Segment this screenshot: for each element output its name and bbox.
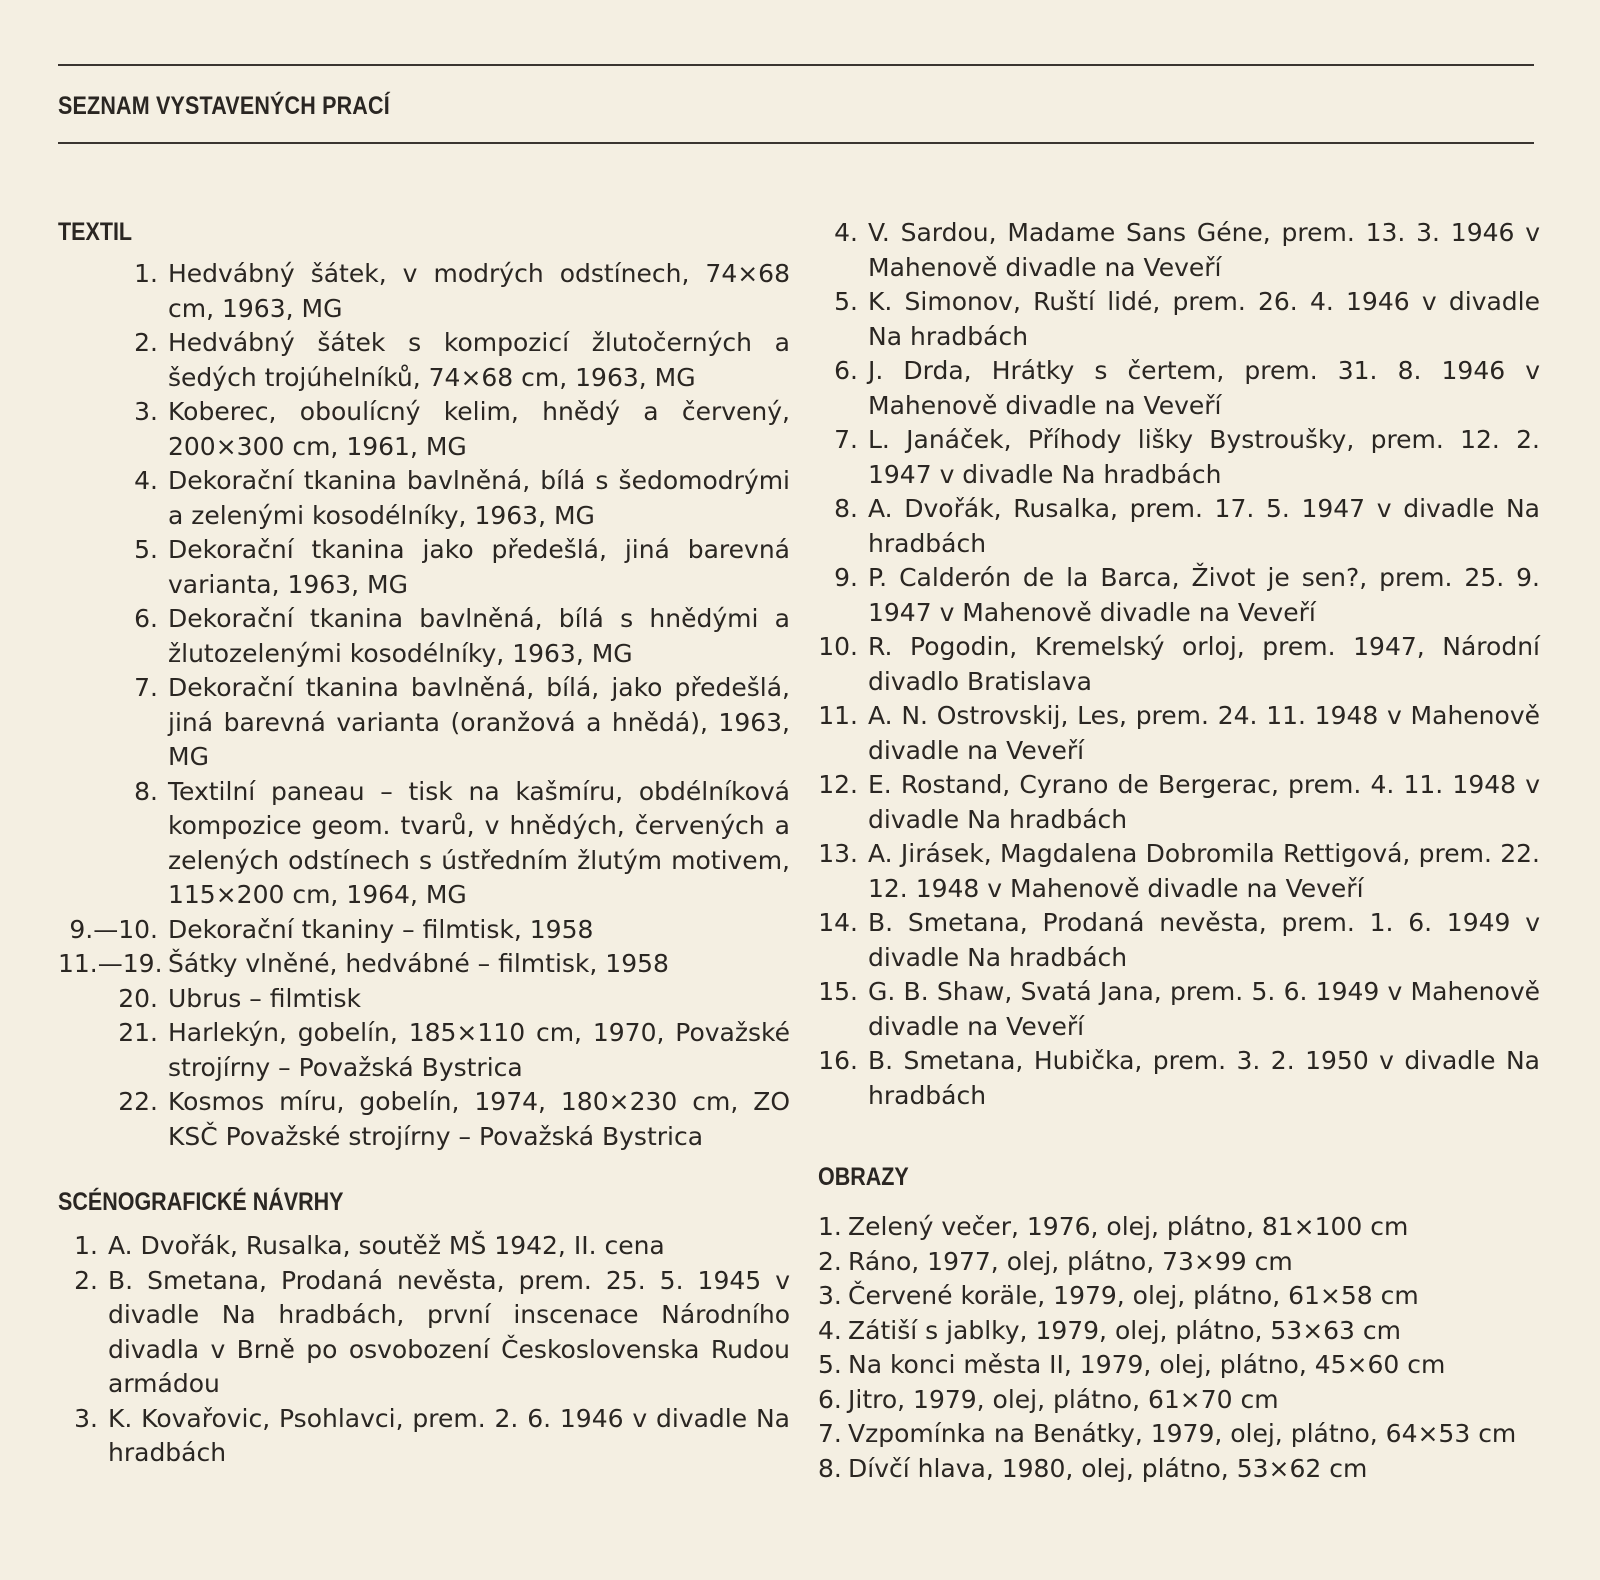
item-number: 7. [834, 425, 858, 454]
item-number: 6. [134, 604, 158, 633]
item-text: Šátky vlněné, hedvábné – filmtisk, 1958 [168, 949, 669, 978]
item-number: 5. [134, 535, 158, 564]
item-text: Na konci města II, 1979, olej, plátno, 45×60 cm [848, 1350, 1446, 1379]
list-item [818, 1348, 1540, 1383]
item-number: 9.—10. [69, 914, 158, 944]
item-number: 12. [818, 770, 858, 799]
item-text: A. Dvořák, Rusalka, soutěž MŠ 1942, II. cena [108, 1231, 665, 1260]
item-number: 22. [118, 1087, 158, 1116]
item-text: A. N. Ostrovskij, Les, prem. 24. 11. 1948 v Mahenově divadle na Veveří [868, 701, 1540, 765]
item-number: 20. [118, 983, 158, 1013]
list-item [818, 285, 1540, 354]
item-text: Ubrus – filmtisk [168, 983, 362, 1013]
item-number: 10. [818, 632, 858, 661]
list-item [58, 395, 790, 464]
item-number: 1. [818, 1212, 842, 1241]
item-number: 16. [818, 1046, 858, 1075]
list-item [818, 837, 1540, 906]
item-number: 6. [834, 356, 858, 385]
section-title-scenografie: SCÉNOGRAFICKÉ NÁVRHY [58, 1188, 344, 1216]
item-text: J. Drda, Hrátky s čertem, prem. 31. 8. 1946 v Mahenově divadle na Veveří [868, 356, 1540, 420]
item-text: K. Simonov, Ruští lidé, prem. 26. 4. 1946 v divadle Na hradbách [868, 287, 1540, 351]
item-text: Dekorační tkaniny – filmtisk, 1958 [168, 914, 594, 944]
list-item [58, 1016, 790, 1085]
item-number: 11. [818, 701, 858, 730]
item-number: 21. [118, 1018, 158, 1047]
item-text: L. Janáček, Příhody lišky Bystroušky, prem. 12. 2. 1947 v divadle Na hradbách [868, 425, 1540, 489]
title-underline-rule [58, 142, 1534, 144]
item-text: Dekorační tkanina bavlněná, bílá, jako předešlá, jiná barevná varianta (oranžová a hnědá), 1963, MG [168, 673, 790, 771]
list-item [818, 1314, 1540, 1349]
item-number: 13. [818, 839, 858, 868]
item-number: 14. [818, 908, 858, 937]
list-item [818, 1383, 1540, 1418]
list-item [58, 1229, 790, 1264]
item-text: Jitro, 1979, olej, plátno, 61×70 cm [848, 1384, 1279, 1414]
item-number: 2. [818, 1246, 842, 1276]
item-text: Dekorační tkanina jako předešlá, jiná barevná varianta, 1963, MG [168, 535, 790, 599]
item-number: 8. [818, 1453, 842, 1483]
list-item [818, 630, 1540, 699]
item-text: Zelený večer, 1976, olej, plátno, 81×100 cm [848, 1212, 1409, 1241]
item-number: 8. [134, 776, 158, 806]
item-text: Harlekýn, gobelín, 185×110 cm, 1970, Považské strojírny – Považská Bystrica [168, 1018, 790, 1082]
list-item [58, 947, 790, 982]
item-number: 4. [134, 466, 158, 495]
list-item [818, 768, 1540, 837]
list-item [58, 1085, 790, 1154]
item-number: 5. [818, 1350, 842, 1379]
list-item [818, 1279, 1540, 1314]
item-text: Červené koräle, 1979, olej, plátno, 61×58 cm [848, 1281, 1419, 1310]
item-number: 3. [74, 1403, 98, 1433]
item-text: E. Rostand, Cyrano de Bergerac, prem. 4. 11. 1948 v divadle Na hradbách [868, 770, 1540, 834]
item-number: 11.—19. [58, 949, 163, 978]
item-number: 15. [818, 977, 858, 1006]
list-item [818, 1044, 1540, 1113]
item-number: 4. [818, 1315, 842, 1345]
item-text: Zátiší s jablky, 1979, olej, plátno, 53×63 cm [848, 1315, 1402, 1345]
item-number: 7. [134, 673, 158, 702]
item-text: Textilní paneau – tisk na kašmíru, obdélníková kompozice geom. tvarů, v hnědých, červených a zelených odstínech s ústředním žlutým motivem, 115×200 cm, 1964, MG [168, 776, 790, 909]
item-number: 9. [834, 563, 858, 592]
item-number: 1. [134, 259, 158, 288]
list-item [58, 602, 790, 671]
page-title: SEZNAM VYSTAVENÝCH PRACÍ [58, 92, 390, 120]
list-item [58, 775, 790, 913]
obrazy-list [818, 1210, 1540, 1486]
item-text: Hedvábný šátek s kompozicí žlutočerných a šedých trojúhelníků, 74×68 cm, 1963, MG [168, 328, 790, 392]
list-item [818, 975, 1540, 1044]
item-text: Koberec, oboulícný kelim, hnědý a červený, 200×300 cm, 1961, MG [168, 397, 790, 461]
list-item [58, 1402, 790, 1471]
item-number: 4. [834, 218, 858, 247]
item-number: 1. [74, 1231, 98, 1260]
item-number: 3. [134, 397, 158, 426]
list-item [818, 699, 1540, 768]
list-item [818, 423, 1540, 492]
section-title-textil: TEXTIL [58, 218, 133, 246]
section-title-obrazy: OBRAZY [818, 1163, 909, 1191]
right-column [818, 216, 1540, 1486]
item-text: Ráno, 1977, olej, plátno, 73×99 cm [848, 1246, 1293, 1276]
item-text: B. Smetana, Prodaná nevěsta, prem. 1. 6. 1949 v divadle Na hradbách [868, 908, 1540, 972]
item-text: V. Sardou, Madame Sans Géne, prem. 13. 3. 1946 v Mahenově divadle na Veveří [868, 218, 1540, 282]
list-item [818, 1210, 1540, 1245]
item-number: 2. [134, 328, 158, 357]
list-item [58, 1264, 790, 1402]
list-item [58, 464, 790, 533]
item-number: 5. [834, 287, 858, 316]
list-item [818, 906, 1540, 975]
left-column [58, 218, 790, 1471]
item-number: 8. [834, 494, 858, 523]
list-item [58, 913, 790, 948]
list-item [818, 354, 1540, 423]
scenografie-list-part2 [818, 216, 1540, 1113]
list-item [818, 1417, 1540, 1452]
item-text: A. Jirásek, Magdalena Dobromila Rettigová, prem. 22. 12. 1948 v Mahenově divadle na Veveří [868, 839, 1540, 903]
list-item [58, 671, 790, 775]
list-item [58, 982, 790, 1017]
list-item [818, 492, 1540, 561]
item-text: K. Kovařovic, Psohlavci, prem. 2. 6. 1946 v divadle Na hradbách [108, 1403, 790, 1467]
item-text: Dekorační tkanina bavlněná, bílá s hnědými a žlutozelenými kosodélníky, 1963, MG [168, 604, 790, 668]
item-number: 3. [818, 1281, 842, 1310]
item-text: A. Dvořák, Rusalka, prem. 17. 5. 1947 v divadle Na hradbách [868, 494, 1540, 558]
top-rule [58, 64, 1534, 66]
item-text: G. B. Shaw, Svatá Jana, prem. 5. 6. 1949 v Mahenově divadle na Veveří [868, 977, 1540, 1041]
list-item [818, 561, 1540, 630]
item-text: Kosmos míru, gobelín, 1974, 180×230 cm, ZO KSČ Považské strojírny – Považská Bystrica [168, 1087, 790, 1151]
item-text: B. Smetana, Prodaná nevěsta, prem. 25. 5. 1945 v divadle Na hradbách, první inscenace Národního divadla v Brně po osvobození Československa Rudou armádou [108, 1265, 790, 1398]
textil-list [58, 257, 790, 1154]
item-text: Dekorační tkanina bavlněná, bílá s šedomodrými a zelenými kosodélníky, 1963, MG [168, 466, 790, 530]
scenografie-list-part1 [58, 1229, 790, 1471]
item-text: Hedvábný šátek, v modrých odstínech, 74×68 cm, 1963, MG [168, 259, 790, 323]
item-number: 7. [818, 1419, 842, 1448]
item-number: 2. [74, 1265, 98, 1295]
item-text: R. Pogodin, Kremelský orloj, prem. 1947, Národní divadlo Bratislava [868, 632, 1540, 696]
list-item [818, 1452, 1540, 1487]
list-item [58, 257, 790, 326]
item-number: 6. [818, 1384, 842, 1414]
item-text: Dívčí hlava, 1980, olej, plátno, 53×62 cm [848, 1453, 1368, 1483]
list-item [58, 533, 790, 602]
item-text: B. Smetana, Hubička, prem. 3. 2. 1950 v divadle Na hradbách [868, 1046, 1540, 1110]
item-text: Vzpomínka na Benátky, 1979, olej, plátno, 64×53 cm [848, 1419, 1517, 1448]
list-item [818, 216, 1540, 285]
list-item [58, 326, 790, 395]
list-item [818, 1245, 1540, 1280]
item-text: P. Calderón de la Barca, Život je sen?, prem. 25. 9. 1947 v Mahenově divadle na Veveří [868, 563, 1540, 627]
